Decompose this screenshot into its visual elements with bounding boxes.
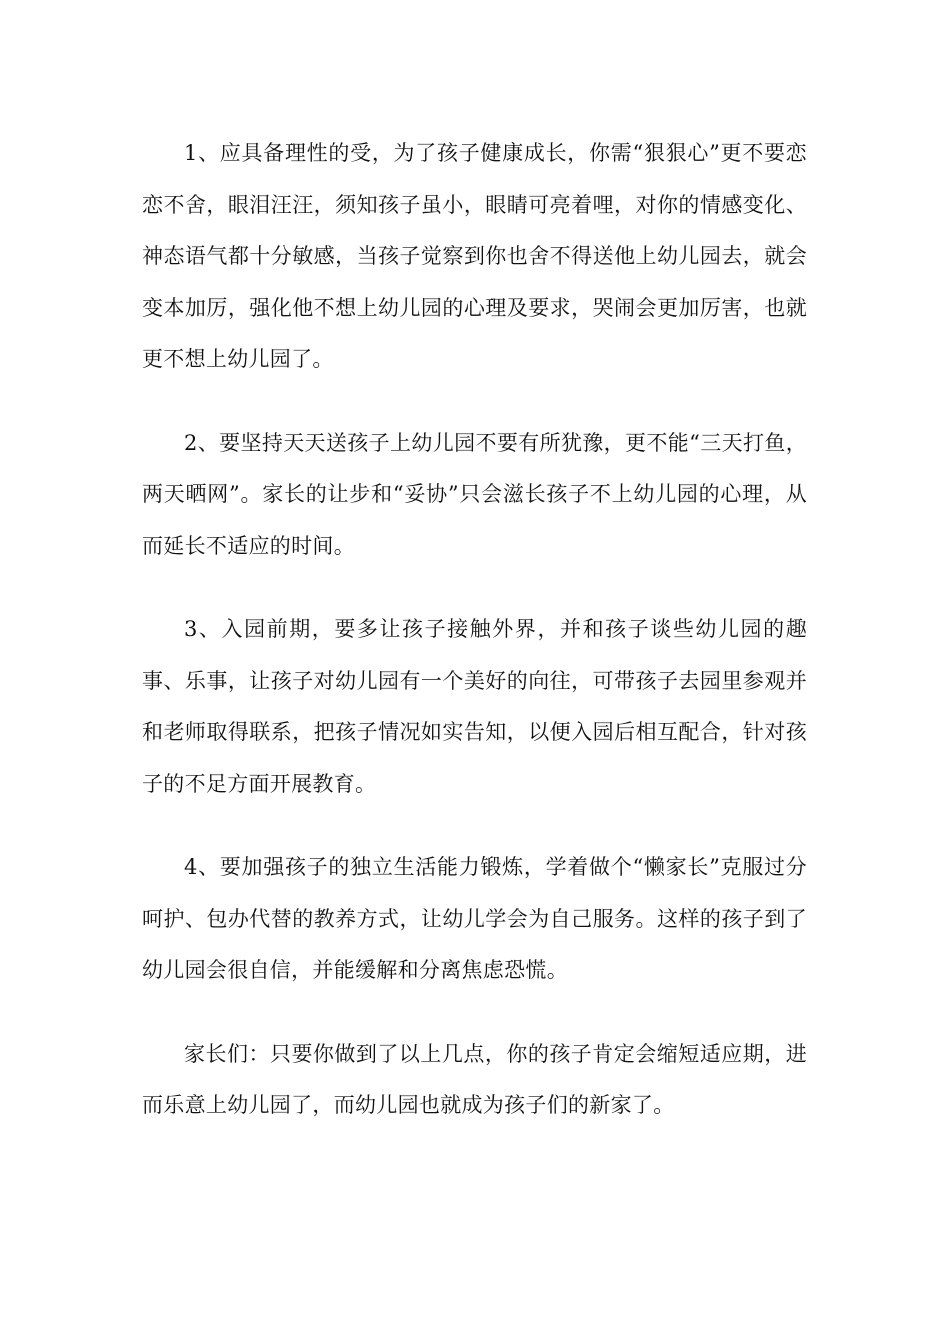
paragraph-4: 4、要加强孩子的独立生活能力锻炼，学着做个“懒家长”克服过分呵护、包办代替的教养方式，让幼儿学会为自己服务。这样的孩子到了幼儿园会很自信，并能缓解和分离焦虑恐慌。 xyxy=(142,855,807,982)
paragraph-2: 2、要坚持天天送孩子上幼儿园不要有所犹豫，更不能“三天打鱼，两天晒网”。家长的让步和“妥协”只会滋长孩子不上幼儿园的心理，从而延长不适应的时间。 xyxy=(142,430,807,558)
paragraph-1: 1、应具备理性的受，为了孩子健康成长，你需“狠狠心”更不要恋恋不舍，眼泪汪汪，须知孩子虽小，眼睛可亮着哩，对你的情感变化、神态语气都十分敏感，当孩子觉察到你也舍不得送他上幼儿园去，就会变本加厉，强化他不想上幼儿园的心理及要求，哭闹会更加厉害，也就更不想上幼儿园了。 xyxy=(142,141,807,371)
paragraph-5: 家长们：只要你做到了以上几点，你的孩子肯定会缩短适应期，进而乐意上幼儿园了，而幼儿园也就成为孩子们的新家了。 xyxy=(142,1041,807,1117)
document-body xyxy=(142,128,807,1164)
paragraph-3: 3、入园前期，要多让孩子接触外界，并和孩子谈些幼儿园的趣事、乐事，让孩子对幼儿园有一个美好的向往，可带孩子去园里参观并和老师取得联系，把孩子情况如实告知，以便入园后相互配合，针对孩子的不足方面开展教育。 xyxy=(142,617,807,796)
